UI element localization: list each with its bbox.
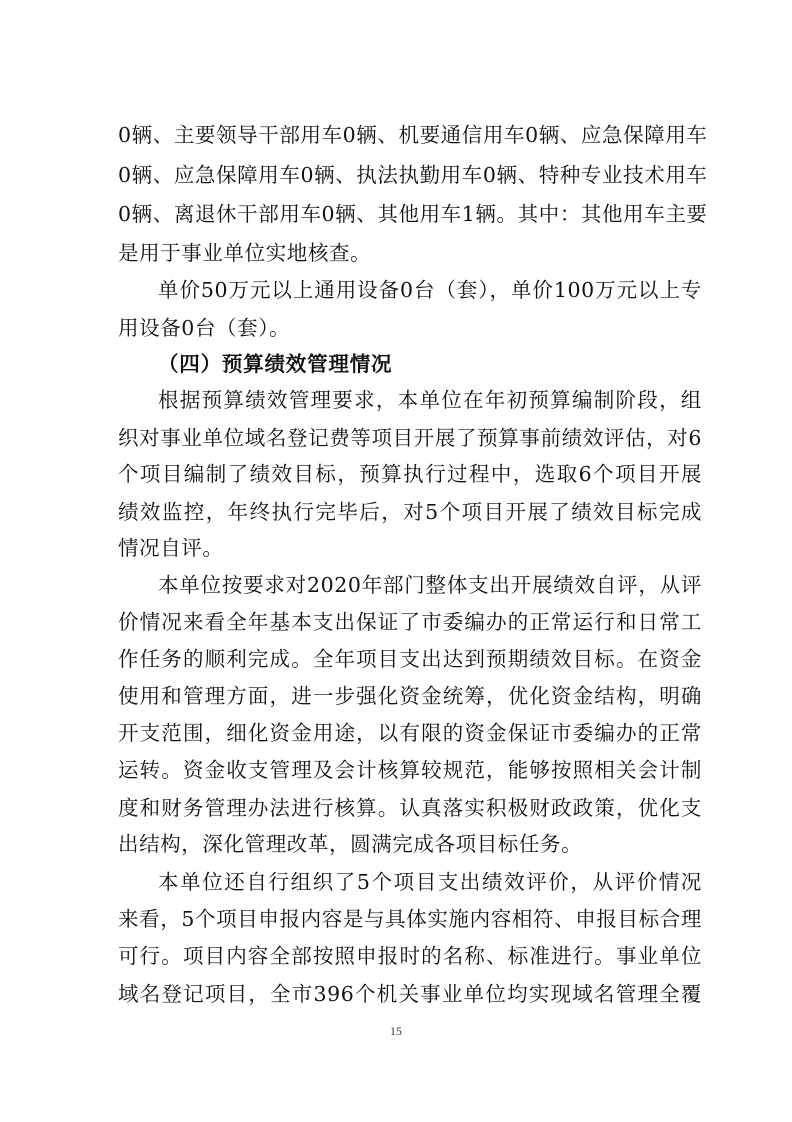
paragraph-line: 本单位还自行组织了5个项目支出绩效评价，从评价情况 <box>158 870 702 894</box>
paragraph-line: 作任务的顺利完成。全年项目支出达到预期绩效目标。在资金 <box>118 647 702 671</box>
paragraph-line: 价情况来看全年基本支出保证了市委编办的正常运行和日常工 <box>118 610 702 634</box>
paragraph-line: 运转。资金收支管理及会计核算较规范，能够按照相关会计制 <box>118 758 702 782</box>
section-heading: （四）预算绩效管理情况 <box>158 352 393 376</box>
paragraph-line: 0辆、离退休干部用车0辆、其他用车1辆。其中：其他用车主要 <box>118 202 708 226</box>
paragraph-line: 情况自评。 <box>118 536 224 560</box>
paragraph-line: 开支范围，细化资金用途，以有限的资金保证市委编办的正常 <box>118 721 702 745</box>
paragraph-line: 单价50万元以上通用设备0台（套），单价100万元以上专 <box>158 278 702 302</box>
paragraph-line: 绩效监控，年终执行完毕后，对5个项目开展了绩效目标完成 <box>118 500 702 524</box>
paragraph-line: 0辆、应急保障用车0辆、执法执勤用车0辆、特种专业技术用车 <box>118 163 708 187</box>
paragraph-line: 本单位按要求对2020年部门整体支出开展绩效自评，从评 <box>158 573 702 597</box>
paragraph-line: 是用于事业单位实地核查。 <box>118 241 372 265</box>
paragraph-line: 使用和管理方面，进一步强化资金统筹，优化资金结构，明确 <box>118 684 702 708</box>
paragraph-line: 根据预算绩效管理要求，本单位在年初预算编制阶段，组 <box>158 388 702 412</box>
paragraph-line: 可行。项目内容全部按照申报时的名称、标准进行。事业单位 <box>118 944 702 968</box>
paragraph-line: 织对事业单位域名登记费等项目开展了预算事前绩效评估，对6 <box>118 426 702 450</box>
paragraph-line: 0辆、主要领导干部用车0辆、机要通信用车0辆、应急保障用车 <box>118 123 708 147</box>
paragraph-line: 度和财务管理办法进行核算。认真落实积极财政政策，优化支 <box>118 796 702 820</box>
paragraph-line: 个项目编制了绩效目标，预算执行过程中，选取6个项目开展 <box>118 462 702 486</box>
paragraph-line: 来看，5个项目申报内容是与具体实施内容相符、申报目标合理 <box>118 907 702 931</box>
page-number: 15 <box>390 1024 402 1038</box>
paragraph-line: 出结构，深化管理改革，圆满完成各项目标任务。 <box>118 832 583 856</box>
paragraph-line: 域名登记项目，全市396个机关事业单位均实现域名管理全覆 <box>118 982 702 1006</box>
paragraph-line: 用设备0台（套）。 <box>118 316 291 340</box>
